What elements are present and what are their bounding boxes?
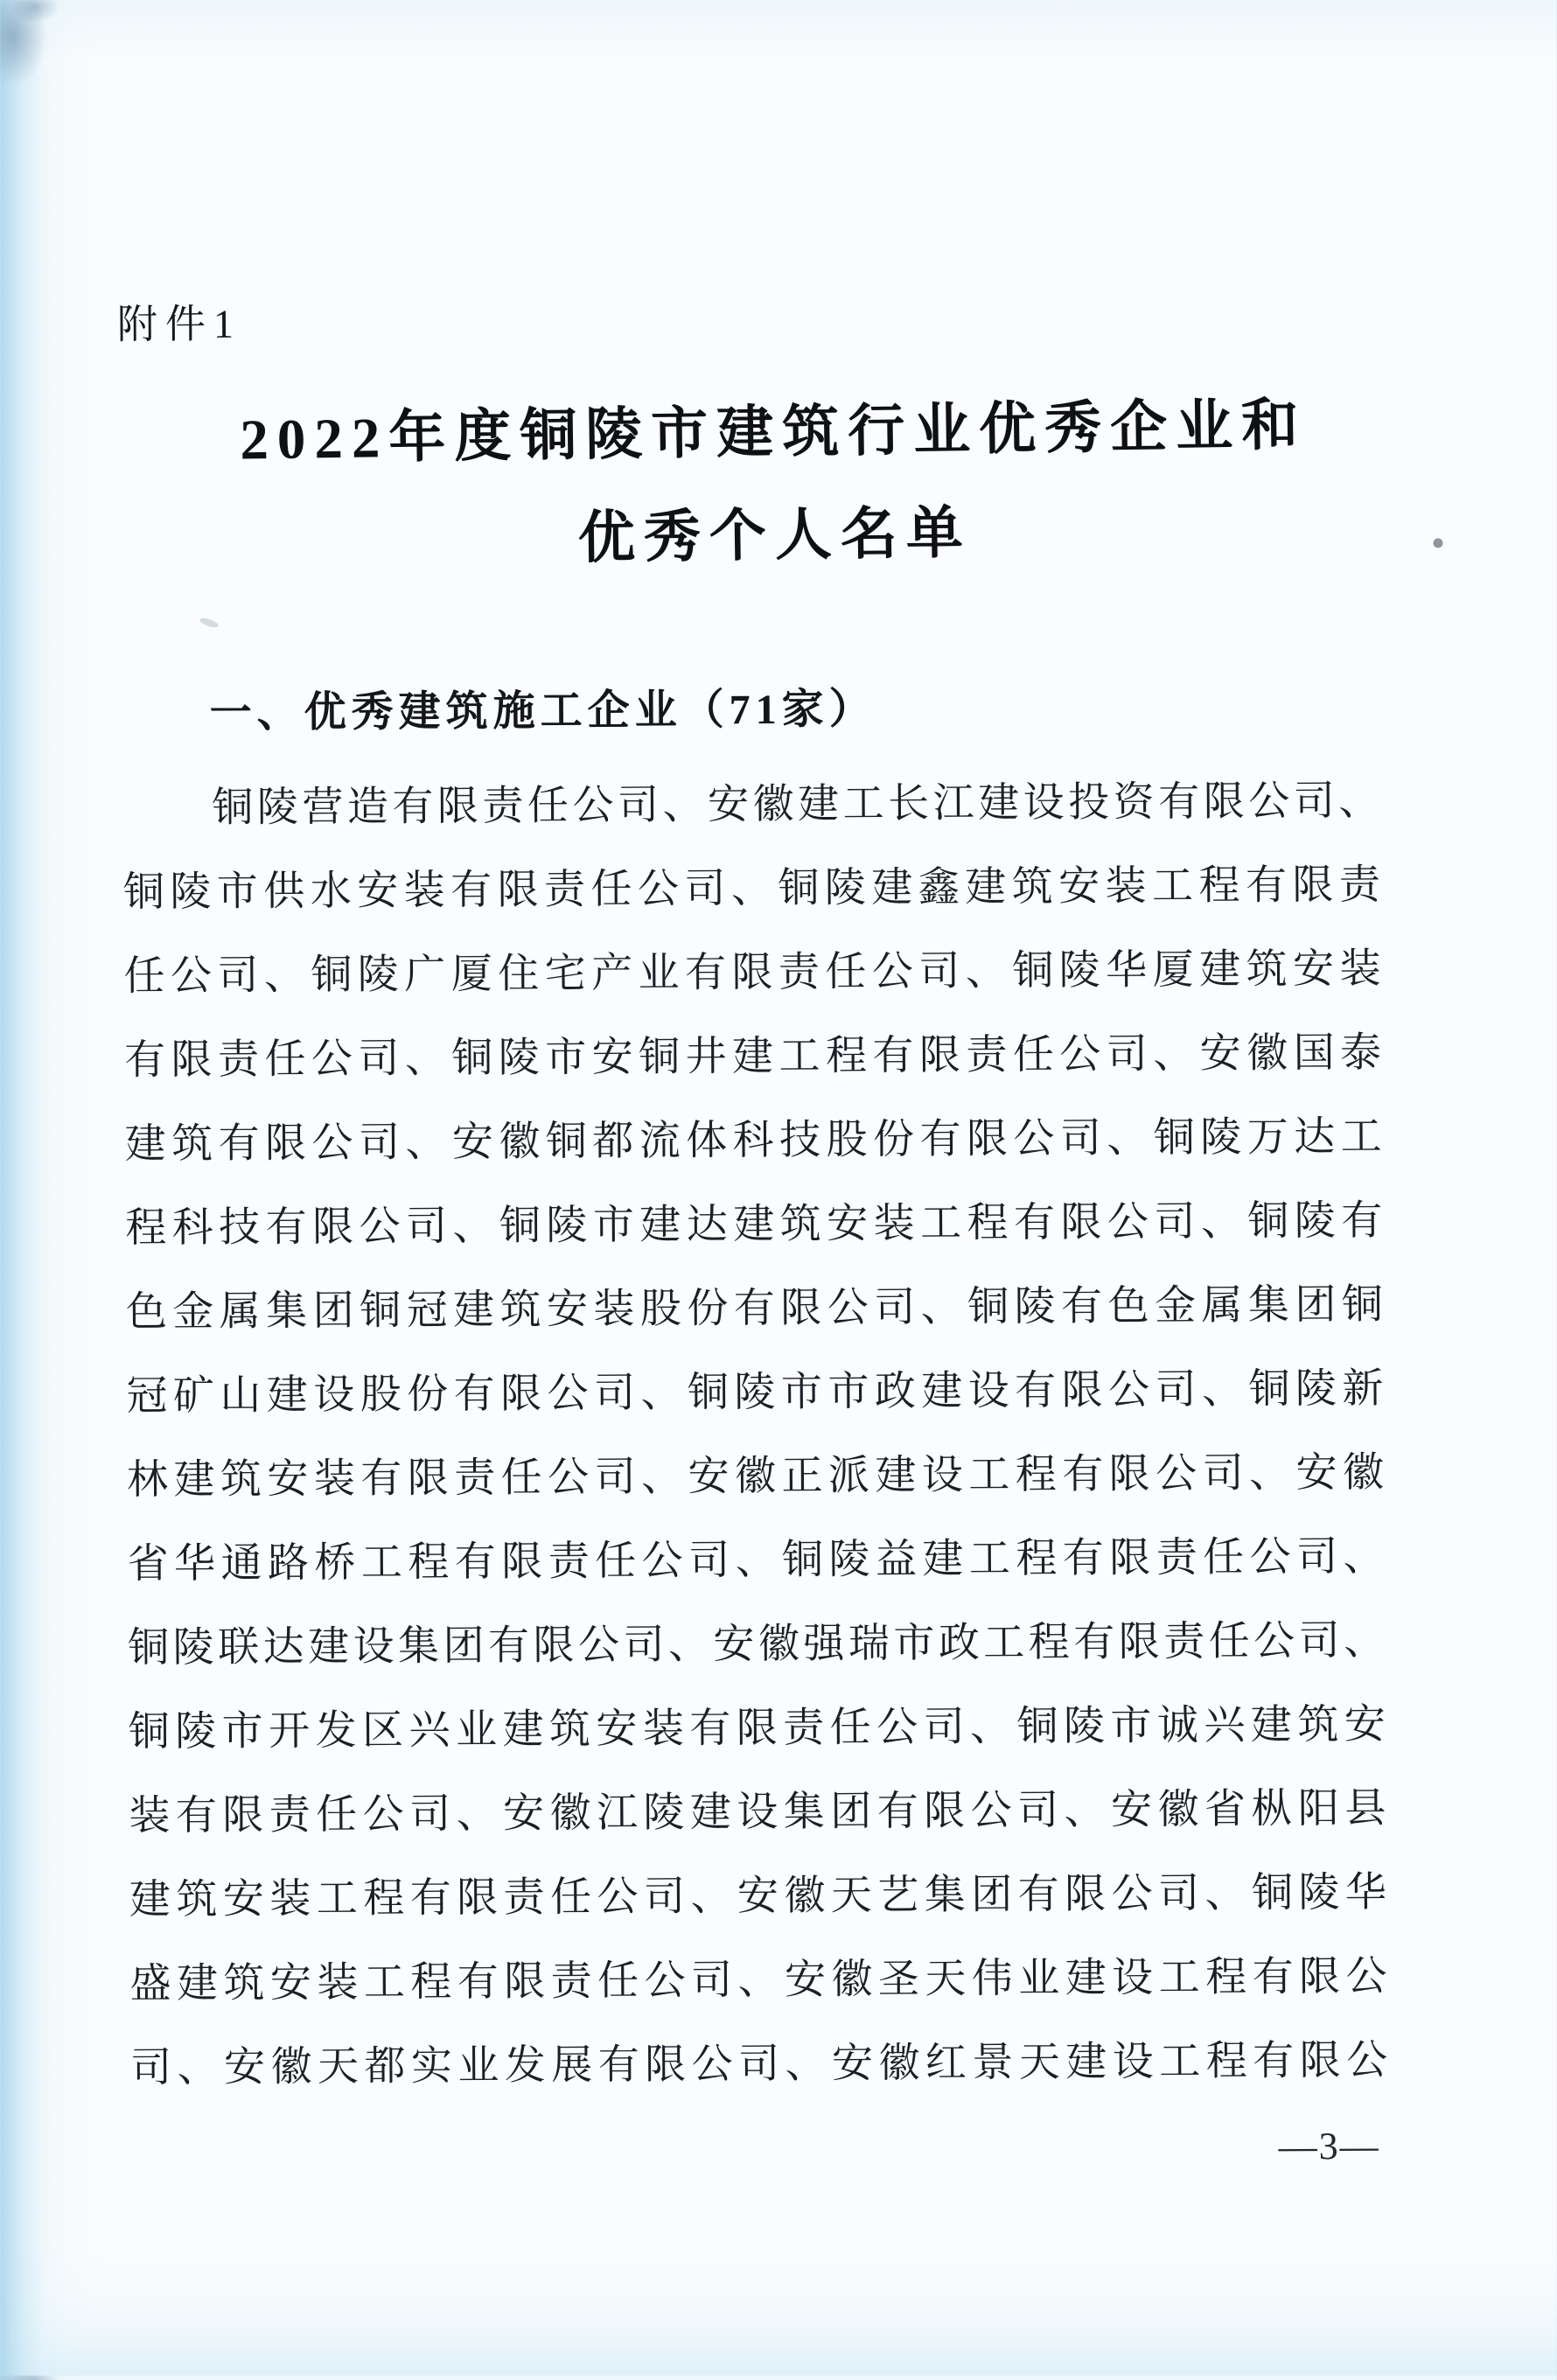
document-title [0,371,1554,599]
body-line: 铜陵联达建设集团有限公司、安徽强瑞市政工程有限责任公司、 [128,1617,1386,1672]
page-number: —3— [1278,2124,1380,2168]
body-line: 任公司、铜陵广厦住宅产业有限责任公司、铜陵华厦建筑安装 [123,946,1381,1000]
body-line: 盛建筑安装工程有限责任公司、安徽圣天伟业建设工程有限公 [129,1953,1387,2007]
body-line: 冠矿山建设股份有限公司、铜陵市市政建设有限公司、铜陵新 [126,1365,1384,1420]
body-line: 建筑安装工程有限责任公司、安徽天艺集团有限公司、铜陵华 [129,1869,1387,1923]
body-line: 建筑有限公司、安徽铜都流体科技股份有限公司、铜陵万达工 [124,1113,1382,1168]
body-line: 色金属集团铜冠建筑安装股份有限公司、铜陵有色金属集团铜 [125,1281,1383,1336]
scan-smudge-icon [199,616,219,629]
company-list-paragraph [122,759,1387,2111]
body-line: 程科技有限公司、铜陵市建达建筑安装工程有限公司、铜陵有 [125,1197,1383,1252]
body-line: 省华通路桥工程有限责任公司、铜陵益建工程有限责任公司、 [127,1533,1385,1588]
body-line: 林建筑安装有限责任公司、安徽正派建设工程有限公司、安徽 [126,1449,1385,1504]
document-title-line1: 2022年度铜陵市建筑行业优秀企业和 [239,394,1308,472]
body-line: 司、安徽天都实业发展有限公司、安徽红景天建设工程有限公 [129,2037,1388,2091]
document-title-line2: 优秀个人名单 [577,501,973,571]
body-line: 装有限责任公司、安徽江陵建设集团有限公司、安徽省枞阳县 [129,1785,1386,1839]
attachment-label: 附件1 [116,301,242,347]
body-line: 有限责任公司、铜陵市安铜井建工程有限责任公司、安徽国泰 [123,1029,1382,1084]
scan-speck-icon [1433,538,1442,548]
body-line: 铜陵市开发区兴业建筑安装有限责任公司、铜陵市诚兴建筑安 [128,1701,1386,1755]
body-line: 铜陵营造有限责任公司、安徽建工长江建设投资有限公司、 [212,778,1380,831]
body-line: 铜陵市供水安装有限责任公司、铜陵建鑫建筑安装工程有限责 [122,862,1381,916]
section-heading: 一、优秀建筑施工企业（71家） [209,686,876,736]
